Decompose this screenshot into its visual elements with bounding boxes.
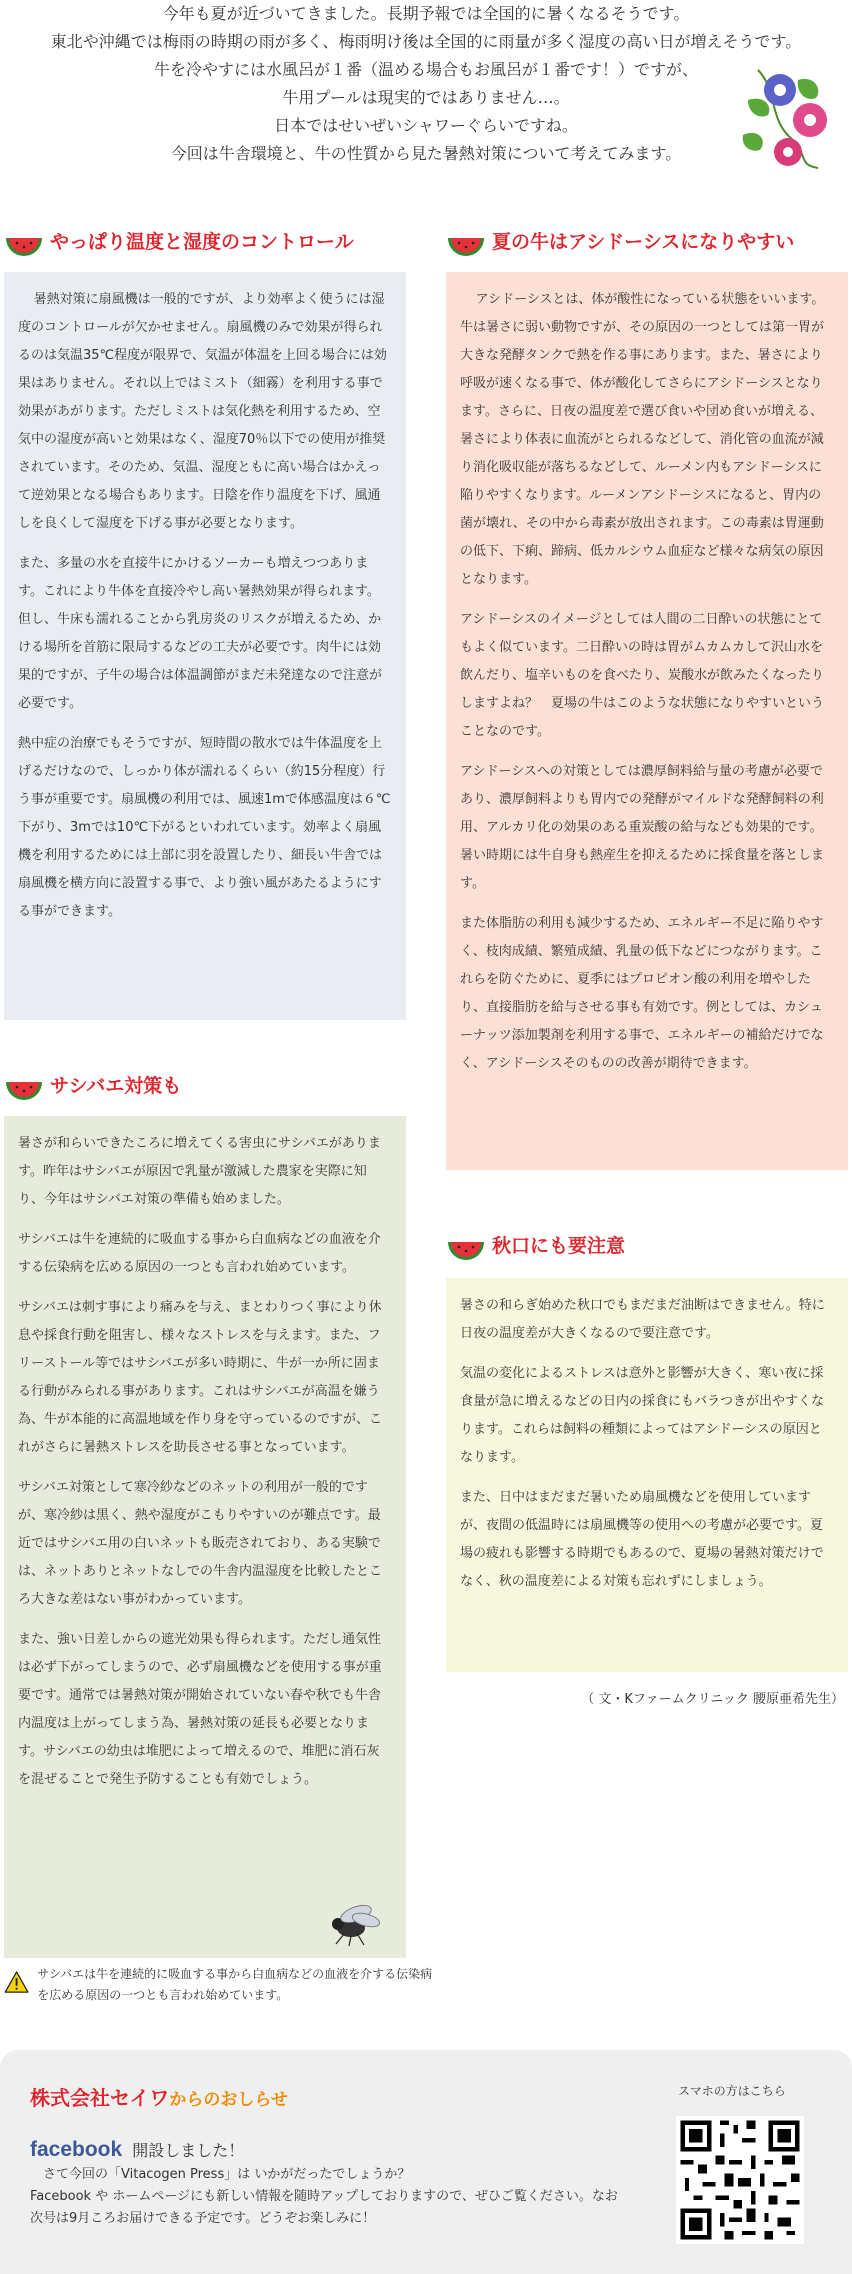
section-title-text: 夏の牛はアシドーシスになりやすい xyxy=(492,230,795,253)
paragraph: また、日中はまだまだ暑いため扇風機などを使用していますが、夜間の低温時には扇風機等の使用への考慮が必要です。夏場の疲れも影響する時期でもあるので、夏場の暑熱対策だけでなく、秋の温度差による対策も忘れずにしましょう。 xyxy=(460,1490,824,1589)
section-title-temperature xyxy=(4,218,354,262)
warning-note xyxy=(4,1964,444,2006)
section-title-acidosis xyxy=(446,218,794,262)
company-name: 株式会社セイワ xyxy=(30,2086,170,2110)
paragraph: 暑さの和らぎ始めた秋口でもまだまだ油断はできません。特に日夜の温度差が大きくなるので要注意です。 xyxy=(460,1298,825,1341)
paragraph: 熱中症の治療でもそうですが、短時間の散水では牛体温度を上げるだけなので、しっかり体が濡れるくらい（約15分程度）行う事が重要です。扇風機の利用では、風速1mで体感温度は６℃下がり、3mでは10℃下がるといわれています。効率よく扇風機を利用するためには上部に羽を設置したり、細長い牛舎では扇風機を横方向に設置する事で、より強い風があたるようにする事ができます。 xyxy=(18,736,391,919)
footer-notice xyxy=(0,2050,852,2274)
intro-line: 牛を冷やすには水風呂が１番（温める場合もお風呂が１番です！）ですが、 xyxy=(153,60,698,79)
section-body-autumn xyxy=(446,1278,848,1672)
paragraph: 暑熱対策に扇風機は一般的ですが、より効率よく使うには湿度のコントロールが欠かせません。扇風機のみで効果が得られるのは気温35℃程度が限界で、気温が体温を上回る場合には効果はありません。それ以上ではミスト（細霧）を利用する事で効果があがります。ただしミストは気化熱を利用するため、空気中の湿度が高いと効果はなく、湿度70％以下での使用が推奨されています。そのため、気温、湿度ともに高い場合はかえって逆効果となる場合もあります。日陰を作り温度を下げ、風通しを良くして湿度を下げる事が必要となります。 xyxy=(18,292,387,531)
section-title-autumn xyxy=(446,1222,625,1266)
watermelon-icon xyxy=(446,1224,486,1264)
section-body-temperature xyxy=(4,272,406,1020)
intro-line: 東北や沖縄では梅雨の時期の雨が多く、梅雨明け後は全国的に雨量が多く湿度の高い日が増えそうです。 xyxy=(50,32,802,51)
footer-line: Facebook や ホームページにも新しい情報を随時アップしておりますので、ぜひご覧ください。なお次号は9月ころお届けできる予定です。どうぞお楽しみに！ xyxy=(30,2189,618,2226)
intro-line: 牛用プールは現実的ではありません…。 xyxy=(282,88,570,107)
warning-text: サシバエは牛を連続的に吸血する事から白血病などの血液を介する伝染病を広める原因の一つとも言われ始めています。 xyxy=(37,1967,433,2002)
paragraph: 気温の変化によるストレスは意外と影響が大きく、寒い夜に採食量が急に増えるなどの日内の採食にもバラつきが出やすくなります。これらは飼料の種類によってはアシドーシスの原因となります。 xyxy=(460,1366,825,1465)
intro xyxy=(0,0,852,168)
section-body-acidosis xyxy=(446,272,848,1170)
paragraph: アシドーシスのイメージとしては人間の二日酔いの状態にとてもよく似ています。二日酔いの時は胃がムカムカして沢山水を飲んだり、塩辛いものを食べたり、炭酸水が飲みたくなったりしますよね？ 夏場の牛はこのような状態になりやすいということなのです。 xyxy=(460,612,825,739)
watermelon-icon xyxy=(446,220,486,260)
paragraph: また体脂肪の利用も減少するため、エネルギー不足に陥りやすく、枝肉成績、繁殖成績、乳量の低下などにつながります。これらを防ぐために、夏季にはプロピオン酸の利用を増やしたり、直接脂肪を給与させる事も有効です。例としては、カシューナッツ添加製剤を利用する事で、エネルギーの補給だけでなく、アシドーシスそのものの改善が期待できます。 xyxy=(460,916,824,1071)
qr-label: スマホの方はこちら xyxy=(678,2084,786,2098)
watermelon-icon xyxy=(4,1064,44,1104)
paragraph: サシバエは刺す事により痛みを与え、まとわりつく事により休息や採食行動を阻害し、様々なストレスを与えます。また、フリーストール等ではサシバエが多い時期に、牛が一か所に固まる行動がみられる事があります。これはサシバエが高温を嫌う為、牛が本能的に高温地域を作り身を守っているのですが、これがさらに暑熱ストレスを助長させる事となっています。 xyxy=(18,1300,383,1455)
paragraph: アシドーシスとは、体が酸性になっている状態をいいます。牛は暑さに弱い動物ですが、その原因の一つとしては第一胃が大きな発酵タンクで熱を作る事にあります。また、暑さにより呼吸が速くなる事で、体が酸化してさらにアシドーシスとなります。さらに、日夜の温度差で選び食いや団め食いが増える、暑さにより体表に血流がとられるなどして、消化管の血流が減り消化吸収能が落ちるなどして、ルーメン内もアシドーシスに陥りやすくなります。ルーメンアシドーシスになると、胃内の菌が壊れ、その中から毒素が放出されます。この毒素は胃運動の低下、下痢、蹄病、低カルシウム血症など様々な病気の原因となります。 xyxy=(460,292,825,587)
section-title-text: やっぱり温度と湿度のコントロール xyxy=(50,230,354,253)
paragraph: サシバエ対策として寒冷紗などのネットの利用が一般的ですが、寒冷紗は黒く、熱や湿度がこもりやすいのが難点です。最近ではサシバエ用の白いネットも販売されており、ある実験では、ネットありとネットなしでの牛舎内温湿度を比較したところ大きな差はない事がわかっています。 xyxy=(18,1480,383,1607)
section-title-text: 秋口にも要注意 xyxy=(492,1234,626,1257)
facebook-text: 開設しました！ xyxy=(132,2141,245,2160)
section-title-text: サシバエ対策も xyxy=(50,1074,182,1097)
company-heading xyxy=(30,2082,288,2111)
paragraph: 暑さが和らいできたころに増えてくる害虫にサシバエがあります。昨年はサシバエが原因で乳量が激減した農家を実際に知り、今年はサシバエ対策の準備も始めました。 xyxy=(18,1136,381,1207)
section-body-stable-fly xyxy=(4,1116,406,1958)
intro-line: 今年も夏が近づいてきました。長期予報では全国的に暑くなるそうです。 xyxy=(162,4,690,23)
intro-line: 日本ではせいぜいシャワーぐらいですね。 xyxy=(274,116,578,135)
author-credit: （ 文・Kファームクリニック 腰原亜希先生） xyxy=(581,1692,844,1707)
morning-glory-illustration xyxy=(738,60,838,170)
paragraph: また、強い日差しからの遮光効果も得られます。ただし通気性は必ず下がってしまうので、必ず扇風機などを使用する事が重要です。通常では暑熱対策が開始されていない春や秋でも牛舎内温度は上がってしまう為、暑熱対策の延長も必要となります。サシバエの幼虫は堆肥によって増えるので、堆肥に消石灰を混ぜることで発生予防することも有効でしょう。 xyxy=(18,1632,382,1787)
watermelon-icon xyxy=(4,220,44,260)
qr-code[interactable] xyxy=(676,2116,804,2244)
intro-line: 今回は牛舎環境と、牛の性質から見た暑熱対策について考えてみます。 xyxy=(170,144,682,163)
company-suffix: からのおしらせ xyxy=(169,2090,288,2110)
fly-illustration xyxy=(318,1898,384,1948)
paragraph: アシドーシスへの対策としては濃厚飼料給与量の考慮が必要であり、濃厚飼料よりも胃内での発酵がマイルドな発酵飼料の利用、アルカリ化の効果のある重炭酸の給与なども効果的です。暑い時期には牛自身も熱産生を抑えるために採食量を落とします。 xyxy=(460,764,825,891)
warning-icon xyxy=(4,1964,29,2000)
facebook-announcement xyxy=(30,2138,244,2162)
paragraph: また、多量の水を直接牛にかけるソーカーも増えつつあります。これにより牛体を直接冷やし高い暑熱効果が得られます。但し、牛床も濡れることから乳房炎のリスクが増えるため、かける場所を首筋に限局するなどの工夫が必要です。肉牛には効果的ですが、子牛の場合は体温調節がまだ未発達なので注意が必要です。 xyxy=(18,556,383,711)
paragraph: サシバエは牛を連続的に吸血する事から白血病などの血液を介する伝染病を広める原因の一つとも言われ始めています。 xyxy=(18,1232,381,1275)
facebook-logo[interactable]: facebook xyxy=(30,2138,123,2161)
footer-line: さて今回の「Vitacogen Press」は いかがだったでしょうか？ xyxy=(30,2167,411,2182)
section-title-stable-fly xyxy=(4,1062,181,1106)
footer-body xyxy=(30,2164,620,2230)
